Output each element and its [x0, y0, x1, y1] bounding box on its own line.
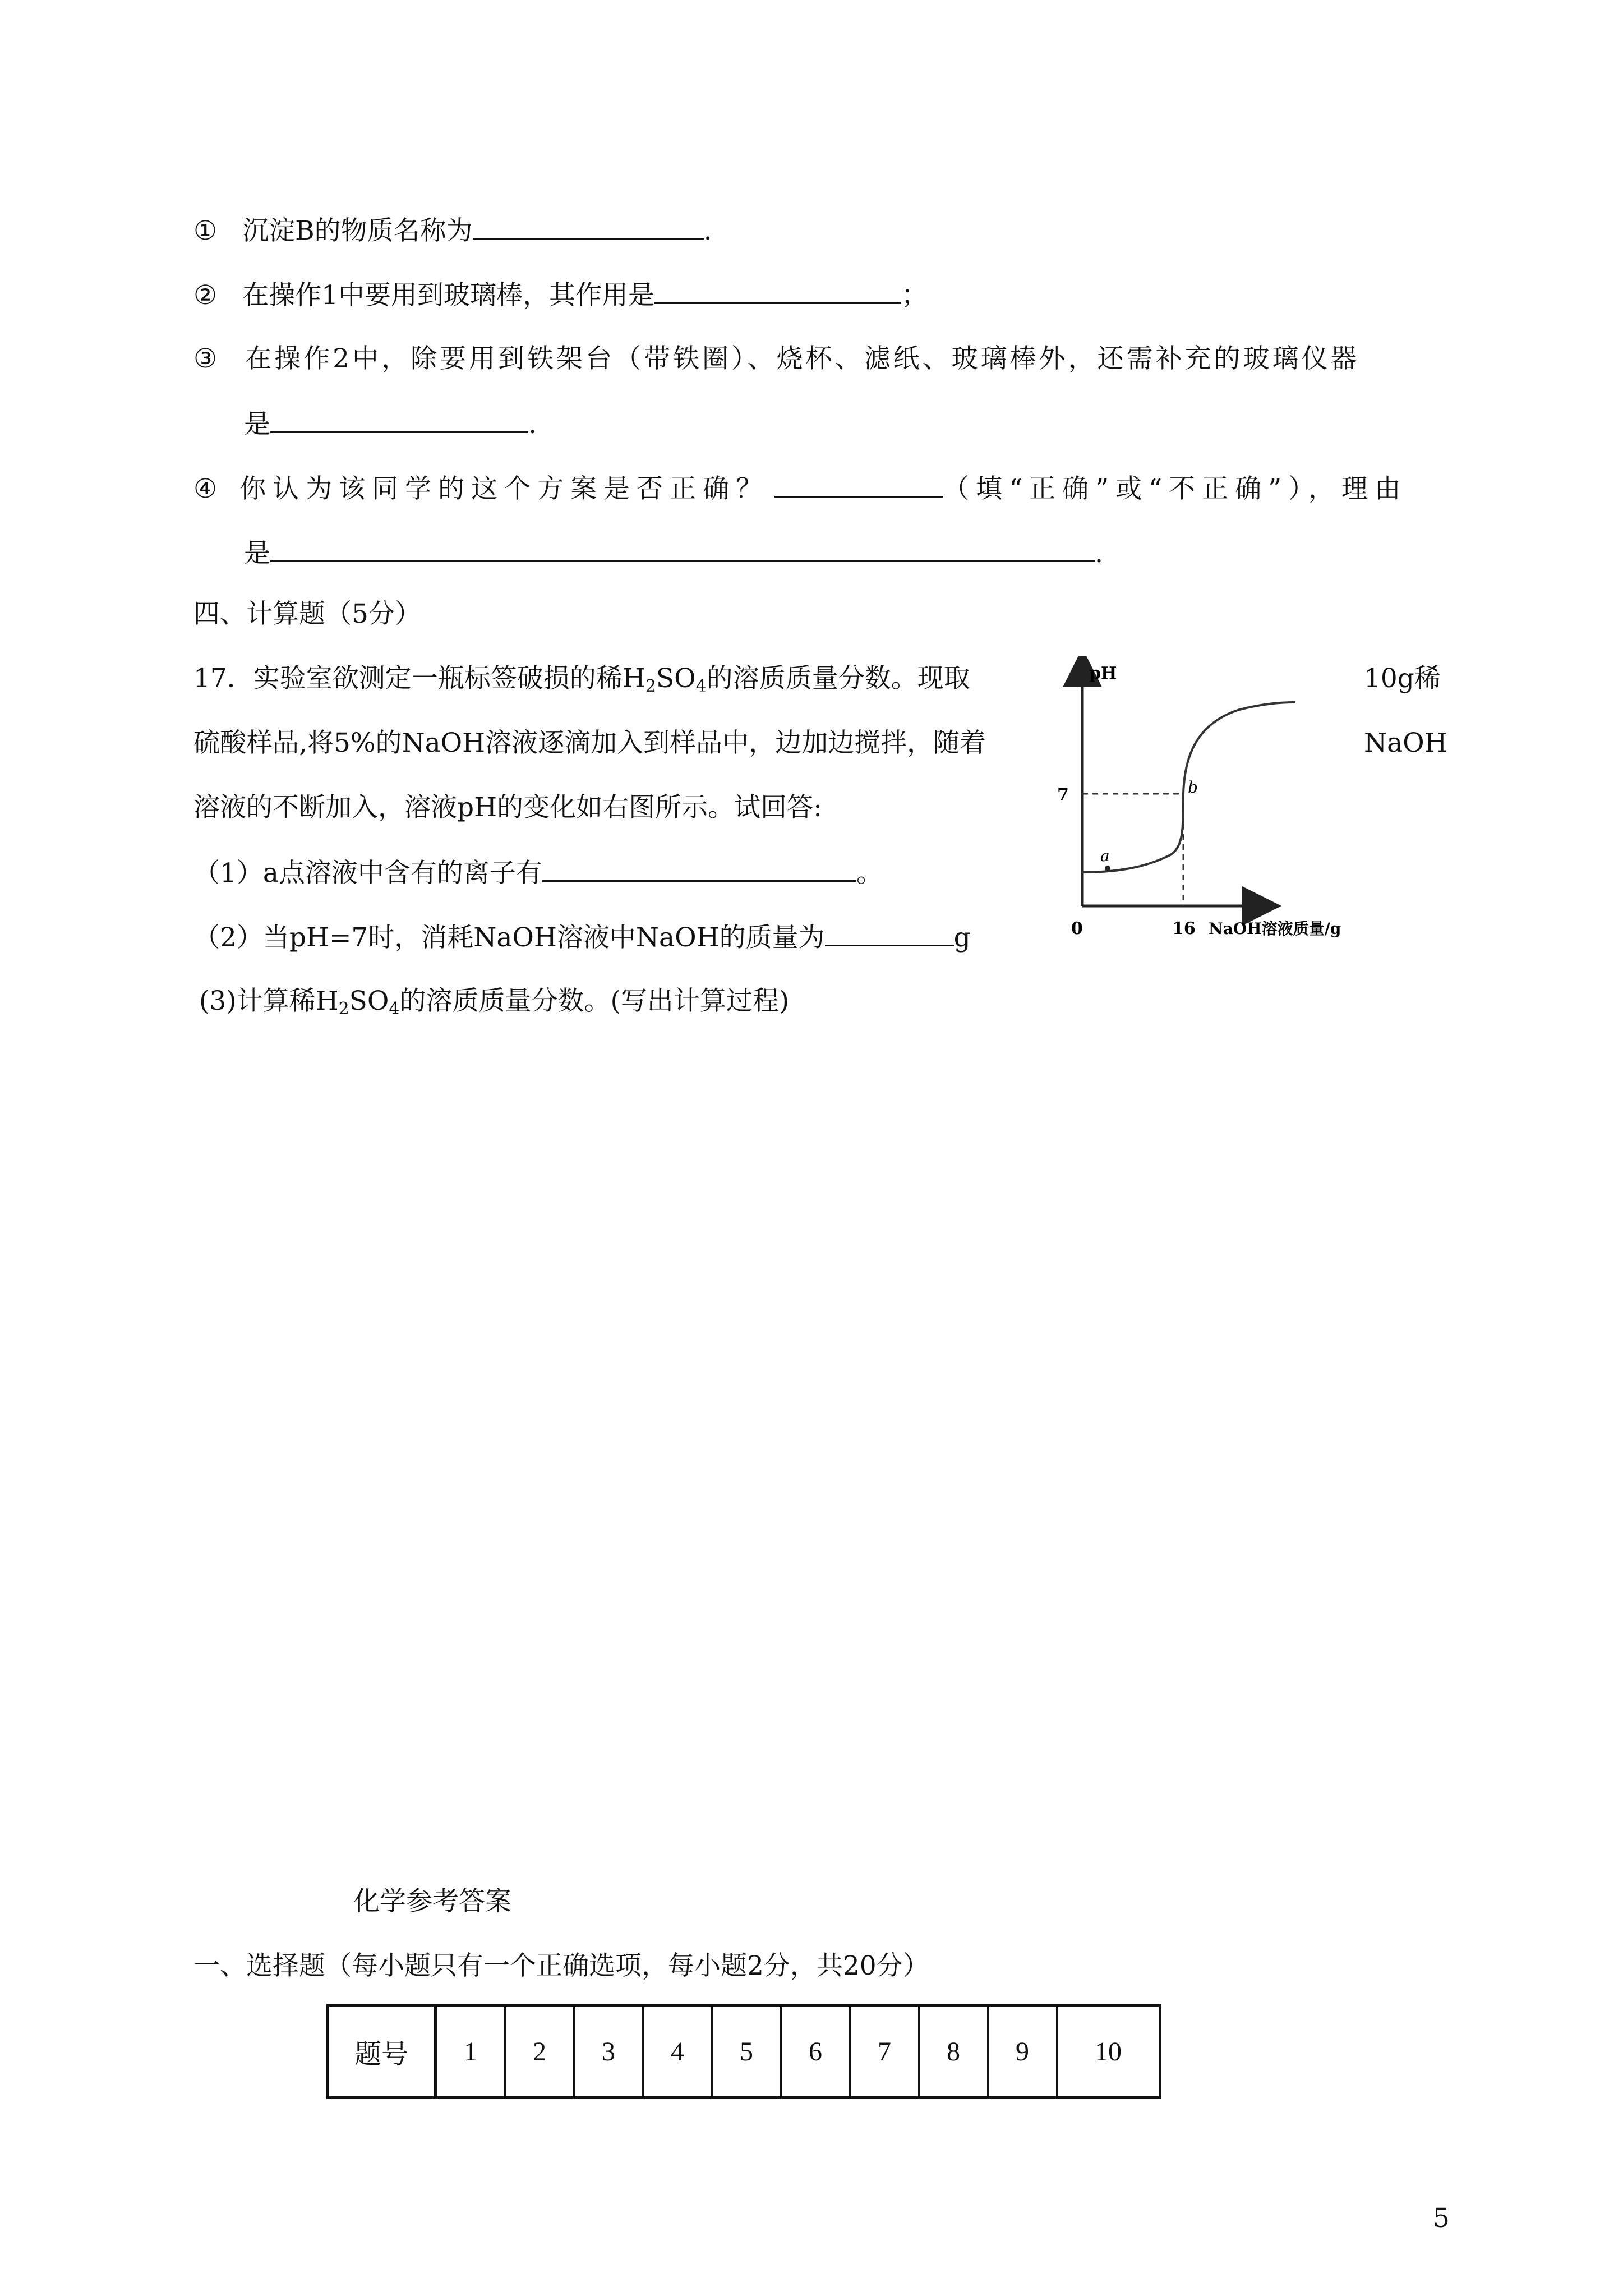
q2-marker: ②	[193, 280, 218, 311]
q4-after: （填“正确”或“不正确”），理由	[943, 473, 1408, 504]
q3-line	[193, 342, 1360, 376]
page-number	[1433, 2202, 1450, 2235]
q17-line2-right-text: NaOH	[1364, 728, 1447, 758]
x-tick-16: 16	[1172, 919, 1196, 938]
q3-text: 在操作2中，除要用到铁架台（带铁圈）、烧杯、滤纸、玻璃棒外，还需补充的玻璃仪器	[245, 343, 1360, 374]
q4-line	[193, 471, 1408, 506]
table-cell-7: 7	[850, 2005, 919, 2098]
point-a	[1105, 866, 1110, 871]
q3-cont: 是	[244, 409, 270, 440]
q4-blank[interactable]	[774, 471, 943, 498]
q1-blank[interactable]	[473, 213, 704, 240]
table-cell-6: 6	[781, 2005, 850, 2098]
q17-line2-text: 硫酸样品,将5%的NaOH溶液逐滴加入到样品中，边加边搅拌，随着	[193, 728, 986, 758]
answer-table-row	[328, 2005, 1160, 2098]
table-cell-3: 3	[574, 2005, 643, 2098]
h2so4-h: H	[622, 663, 645, 694]
label-b: b	[1188, 778, 1198, 797]
q1-tail: .	[703, 215, 712, 246]
q17-line2	[193, 726, 986, 760]
table-cell-10: 10	[1057, 2005, 1160, 2098]
q17-sub2-a: （2）当pH=7时，消耗NaOH溶液中NaOH的质量为	[193, 922, 825, 953]
q2-tail: ；	[901, 280, 928, 311]
q17-line1-b: 的溶质质量分数。现取	[706, 663, 970, 694]
section4-title	[193, 597, 421, 631]
answers-section1-text: 一、选择题（每小题只有一个正确选项，每小题2分，共20分）	[193, 1950, 929, 1981]
x-tick-0: 0	[1071, 919, 1083, 938]
sub3-sub4: 4	[389, 999, 400, 1019]
q17-sub3-b: 的溶质质量分数。(写出计算过程)	[399, 986, 790, 1016]
q17-line3	[193, 791, 822, 825]
q2-text: 在操作1中要用到玻璃棒，其作用是	[242, 280, 654, 311]
sub3-sub2: 2	[338, 999, 349, 1019]
q4-reason-blank[interactable]	[270, 536, 1095, 562]
q2-line	[193, 278, 928, 312]
q17-sub1-a: （1）a点溶液中含有的离子有	[193, 858, 542, 889]
table-cell-8: 8	[919, 2005, 988, 2098]
section4-title-text: 四、计算题（5分）	[193, 599, 421, 629]
h2so4-sub4: 4	[695, 677, 707, 696]
q1-marker: ①	[193, 215, 218, 246]
answers-title	[353, 1885, 511, 1918]
q2-blank[interactable]	[654, 278, 901, 304]
label-a: a	[1100, 846, 1110, 865]
q17-sub2	[193, 920, 971, 955]
table-cell-4: 4	[643, 2005, 712, 2098]
q17-sub1-blank[interactable]	[542, 855, 856, 882]
q4-cont-line	[244, 536, 1103, 570]
q17-sub3	[199, 984, 789, 1018]
q17-sub2-blank[interactable]	[825, 920, 954, 946]
q17-line1-a: 17．实验室欲测定一瓶标签破损的稀	[193, 663, 623, 694]
table-cell-9: 9	[988, 2005, 1057, 2098]
q1-line	[193, 213, 712, 248]
y-axis-label: pH	[1089, 664, 1117, 683]
table-cell-2: 2	[505, 2005, 574, 2098]
y-tick-7: 7	[1057, 785, 1069, 804]
q17-sub1	[193, 855, 883, 890]
answers-section1	[193, 1949, 929, 1983]
q17-line1	[193, 662, 970, 696]
table-header-cell: 题号	[328, 2005, 436, 2098]
q17-sub1-b: 。	[856, 858, 883, 889]
answer-table	[326, 2004, 1161, 2099]
q3-marker: ③	[193, 343, 220, 374]
q4-tail: .	[1095, 538, 1103, 569]
q1-text: 沉淀B的物质名称为	[242, 215, 473, 246]
table-cell-1: 1	[435, 2005, 505, 2098]
page-number-text: 5	[1433, 2203, 1450, 2234]
sub3-so: SO	[349, 986, 389, 1016]
q3-cont-line	[244, 407, 537, 441]
q3-tail: .	[528, 409, 537, 440]
q17-line1-right-text: 10g稀	[1364, 663, 1441, 694]
q4-text: 你认为该同学的这个方案是否正确？	[239, 473, 769, 504]
q17-sub3-a: (3)计算稀	[199, 986, 316, 1016]
table-cell-5: 5	[712, 2005, 781, 2098]
h2so4-so: SO	[656, 663, 696, 694]
q3-blank[interactable]	[270, 407, 528, 433]
q4-marker: ④	[193, 473, 218, 504]
x-axis-label: NaOH溶液质量/g	[1209, 919, 1341, 938]
q4-cont: 是	[244, 538, 270, 569]
ph-chart	[1049, 656, 1441, 948]
sub3-h: H	[315, 986, 339, 1016]
h2so4-sub2: 2	[645, 677, 656, 696]
q17-line3-text: 溶液的不断加入，溶液pH的变化如右图所示。试回答:	[193, 792, 822, 823]
answers-title-text: 化学参考答案	[353, 1886, 511, 1917]
q17-sub2-b: g	[953, 922, 971, 953]
